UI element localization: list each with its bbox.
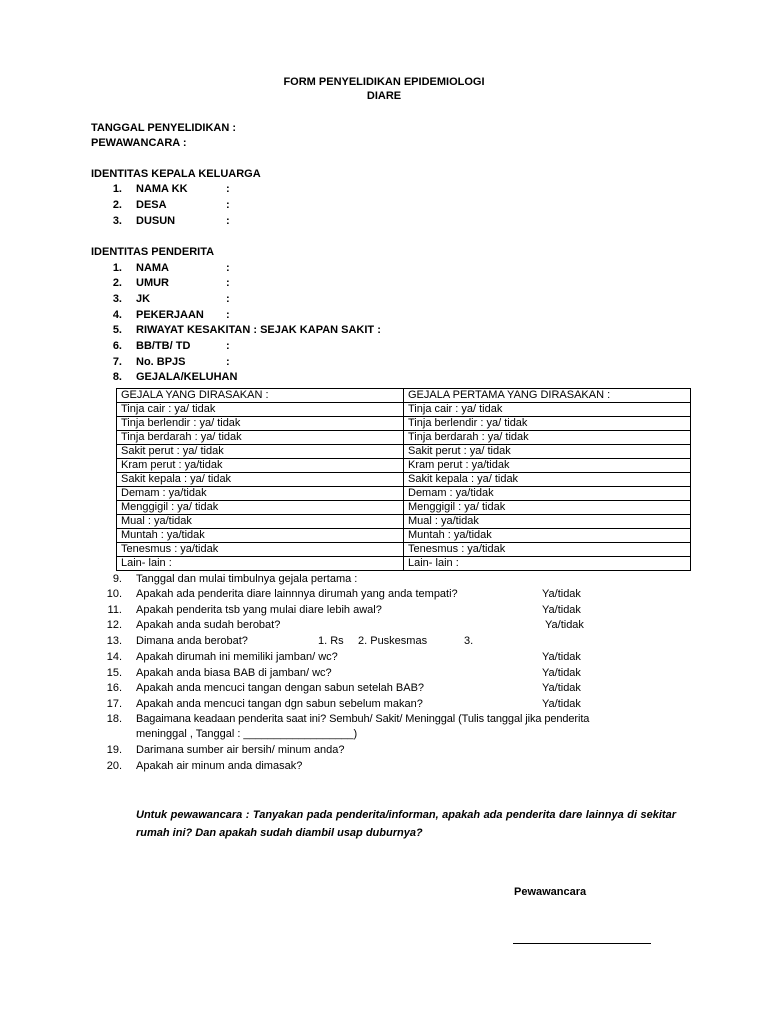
table-cell: Sakit kepala : ya/ tidak bbox=[404, 473, 691, 487]
table-cell: Tinja berlendir : ya/ tidak bbox=[117, 417, 404, 431]
item-label: PEKERJAAN bbox=[136, 309, 204, 321]
table-row bbox=[117, 459, 691, 473]
table-cell: Tenesmus : ya/tidak bbox=[404, 543, 691, 557]
item-number: 5. bbox=[112, 324, 122, 336]
table-cell: Lain- lain : bbox=[117, 557, 404, 571]
item-number: 8. bbox=[112, 371, 122, 383]
question-text: Darimana sumber air bersih/ minum anda? bbox=[136, 744, 345, 756]
item-colon: : bbox=[226, 277, 230, 289]
column-header: GEJALA YANG DIRASAKAN : bbox=[117, 389, 404, 403]
table-row bbox=[117, 487, 691, 501]
question-number: 16. bbox=[106, 682, 122, 694]
table-row bbox=[117, 445, 691, 459]
item-number: 2. bbox=[112, 199, 122, 211]
question-18-continuation: meninggal , Tanggal : __________________) bbox=[136, 728, 358, 740]
tanggal-penyelidikan-field: TANGGAL PENYELIDIKAN : bbox=[91, 122, 237, 134]
table-row bbox=[117, 557, 691, 571]
kk-heading: IDENTITAS KEPALA KELUARGA bbox=[91, 168, 261, 180]
table-cell: Mual : ya/tidak bbox=[404, 515, 691, 529]
pewawancara-field: PEWAWANCARA : bbox=[91, 137, 187, 149]
item-number: 7. bbox=[112, 356, 122, 368]
item-number: 3. bbox=[112, 293, 122, 305]
symptoms-table bbox=[116, 388, 691, 571]
item-colon: : bbox=[226, 262, 230, 274]
item-number: 3. bbox=[112, 215, 122, 227]
table-cell: Tinja berdarah : ya/ tidak bbox=[404, 431, 691, 445]
question-number: 20. bbox=[106, 760, 122, 772]
question-text: Apakah anda mencuci tangan dengan sabun setelah BAB? bbox=[136, 682, 425, 694]
table-cell: Mual : ya/tidak bbox=[117, 515, 404, 529]
table-row bbox=[117, 543, 691, 557]
question-answer: Ya/tidak bbox=[542, 588, 581, 600]
item-colon: : bbox=[226, 309, 230, 321]
question-number: 15. bbox=[106, 667, 122, 679]
table-row bbox=[117, 403, 691, 417]
item-colon: : bbox=[226, 340, 230, 352]
item-number: 4. bbox=[112, 309, 122, 321]
table-cell: Menggigil : ya/ tidak bbox=[117, 501, 404, 515]
option-puskesmas: 2. Puskesmas bbox=[358, 635, 428, 647]
item-colon: : bbox=[226, 293, 230, 305]
question-answer: Ya/tidak bbox=[542, 604, 581, 616]
question-number: 9. bbox=[112, 573, 122, 585]
table-cell: Tinja berdarah : ya/ tidak bbox=[117, 431, 404, 445]
question-number: 18. bbox=[106, 713, 122, 725]
item-label: BB/TB/ TD bbox=[136, 340, 191, 352]
table-cell: Tenesmus : ya/tidak bbox=[117, 543, 404, 557]
table-row bbox=[117, 529, 691, 543]
question-number: 12. bbox=[106, 619, 122, 631]
question-answer: Ya/tidak bbox=[545, 619, 584, 631]
item-label: JK bbox=[136, 293, 151, 305]
item-label: UMUR bbox=[136, 277, 169, 289]
question-answer: Ya/tidak bbox=[542, 682, 581, 694]
question-text: Apakah penderita tsb yang mulai diare lebih awal? bbox=[136, 604, 382, 616]
question-number: 17. bbox=[106, 698, 122, 710]
item-label: RIWAYAT KESAKITAN : SEJAK KAPAN SAKIT : bbox=[136, 324, 381, 336]
item-label: GEJALA/KELUHAN bbox=[136, 371, 238, 383]
form-subtitle: DIARE bbox=[366, 90, 402, 102]
item-label: DESA bbox=[136, 199, 167, 211]
table-cell: Muntah : ya/tidak bbox=[404, 529, 691, 543]
table-cell: Sakit perut : ya/ tidak bbox=[404, 445, 691, 459]
item-label: No. BPJS bbox=[136, 356, 186, 368]
table-cell: Kram perut : ya/tidak bbox=[117, 459, 404, 473]
table-cell: Lain- lain : bbox=[404, 557, 691, 571]
question-answer: Ya/tidak bbox=[542, 667, 581, 679]
table-row bbox=[117, 515, 691, 529]
question-text: Apakah ada penderita diare lainnnya dirumah yang anda tempati? bbox=[136, 588, 458, 600]
item-colon: : bbox=[226, 356, 230, 368]
question-answer: Ya/tidak bbox=[542, 651, 581, 663]
table-cell: Menggigil : ya/ tidak bbox=[404, 501, 691, 515]
question-text: Bagaimana keadaan penderita saat ini? Sembuh/ Sakit/ Meninggal (Tulis tanggal jika penderita bbox=[136, 713, 590, 725]
item-number: 1. bbox=[112, 262, 122, 274]
question-text: Apakah anda sudah berobat? bbox=[136, 619, 281, 631]
table-row bbox=[117, 431, 691, 445]
item-number: 2. bbox=[112, 277, 122, 289]
question-answer: Ya/tidak bbox=[542, 698, 581, 710]
question-number: 10. bbox=[106, 588, 122, 600]
question-text: Tanggal dan mulai timbulnya gejala pertama : bbox=[136, 573, 358, 585]
interviewer-note: Untuk pewawancara : Tanyakan pada penderita/informan, apakah ada penderita dare lainnya di sekitar rumah ini? Dan apakah sudah diambil usap duburnya? bbox=[136, 809, 676, 839]
signature-line bbox=[513, 942, 651, 944]
table-cell: Muntah : ya/tidak bbox=[117, 529, 404, 543]
item-label: NAMA KK bbox=[136, 183, 188, 195]
table-cell: Sakit perut : ya/ tidak bbox=[117, 445, 404, 459]
table-row bbox=[117, 501, 691, 515]
question-number: 19. bbox=[106, 744, 122, 756]
item-colon: : bbox=[226, 199, 230, 211]
penderita-heading: IDENTITAS PENDERITA bbox=[91, 246, 215, 258]
table-row bbox=[117, 473, 691, 487]
table-cell: Demam : ya/tidak bbox=[404, 487, 691, 501]
item-number: 6. bbox=[112, 340, 122, 352]
question-number: 13. bbox=[106, 635, 122, 647]
option-rs: 1. Rs bbox=[318, 635, 344, 647]
item-label: DUSUN bbox=[136, 215, 176, 227]
question-number: 14. bbox=[106, 651, 122, 663]
item-label: NAMA bbox=[136, 262, 169, 274]
table-header-row bbox=[117, 389, 691, 403]
table-cell: Tinja cair : ya/ tidak bbox=[404, 403, 691, 417]
question-text: Apakah dirumah ini memiliki jamban/ wc? bbox=[136, 651, 338, 663]
item-colon: : bbox=[226, 215, 230, 227]
table-cell: Sakit kepala : ya/ tidak bbox=[117, 473, 404, 487]
question-text: Dimana anda berobat? bbox=[136, 635, 248, 647]
item-colon: : bbox=[226, 183, 230, 195]
table-cell: Demam : ya/tidak bbox=[117, 487, 404, 501]
question-text: Apakah anda mencuci tangan dgn sabun sebelum makan? bbox=[136, 698, 423, 710]
table-cell: Tinja cair : ya/ tidak bbox=[117, 403, 404, 417]
table-cell: Kram perut : ya/tidak bbox=[404, 459, 691, 473]
question-number: 11. bbox=[107, 604, 122, 616]
item-number: 1. bbox=[112, 183, 122, 195]
option-other: 3. bbox=[464, 635, 474, 647]
signature-label: Pewawancara bbox=[514, 886, 587, 898]
form-title: FORM PENYELIDIKAN EPIDEMIOLOGI bbox=[283, 76, 485, 88]
table-row bbox=[117, 417, 691, 431]
table-cell: Tinja berlendir : ya/ tidak bbox=[404, 417, 691, 431]
question-text: Apakah air minum anda dimasak? bbox=[136, 760, 303, 772]
column-header: GEJALA PERTAMA YANG DIRASAKAN : bbox=[404, 389, 691, 403]
question-text: Apakah anda biasa BAB di jamban/ wc? bbox=[136, 667, 332, 679]
